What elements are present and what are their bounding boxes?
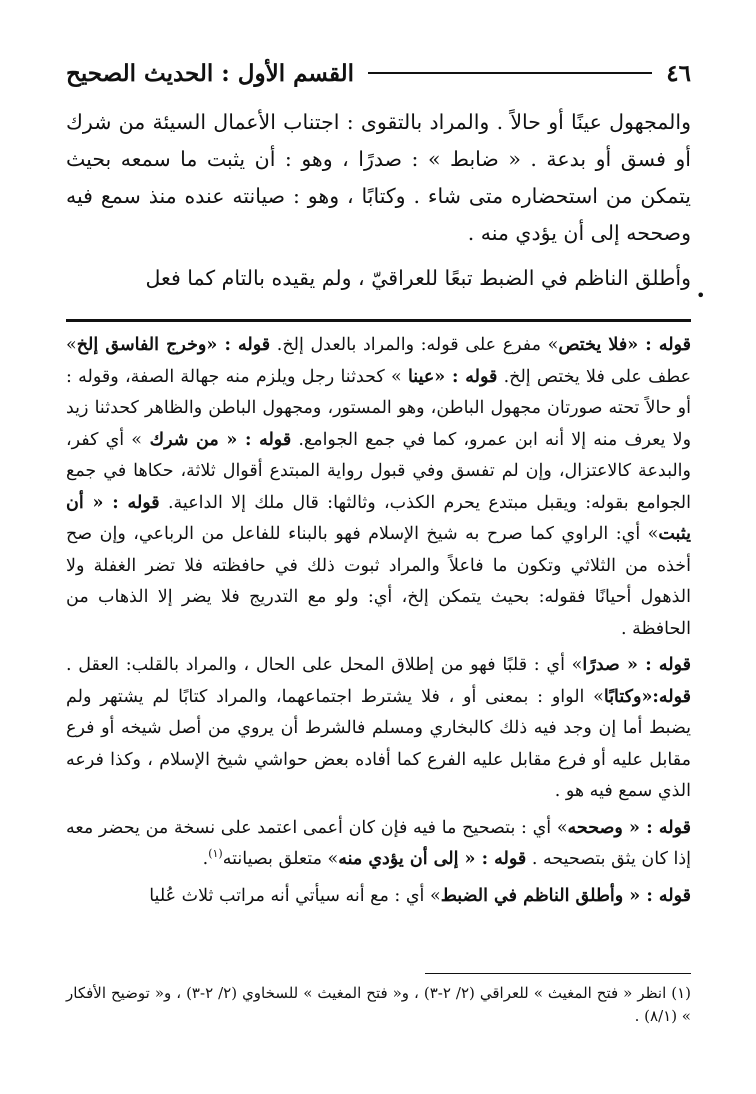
commentary-text: » أي : قلبًا فهو من إطلاق المحل على الحال ، والمراد بالقلب: العقل . xyxy=(66,655,583,675)
running-head xyxy=(66,58,691,88)
commentary-text: » أي : مع أنه سيأتي أنه مراتب ثلاث عُليا xyxy=(149,885,441,906)
commentary-lemma: قوله : « xyxy=(623,885,691,906)
commentary-lemma: قوله : « xyxy=(622,817,692,838)
commentary-lemma: وصححه xyxy=(567,817,623,838)
commentary-text: » أي: الراوي كما صرح به شيخ الإسلام فهو بالبناء للفاعل من الرباعي، وإن صح أخذه من الثلاثي وتكون ما فاعلاً والمراد ثبوت ذلك في حافظته فلا تضر الغفلة ولا الذهول أحيانًا فقوله: بحيث يتمكن إلخ، أي: ولو مع التدريج فلا يضر إلا الذهاب من الحافظة . xyxy=(66,524,691,639)
commentary xyxy=(66,330,691,912)
commentary-lemma: قوله : « xyxy=(92,492,160,513)
commentary-lemma: قوله:« xyxy=(641,686,691,707)
running-title: القسم الأول : الحديث الصحيح xyxy=(66,59,354,87)
commentary-lemma: فلا يختص xyxy=(558,335,628,355)
commentary-text: » أي : بتصحيح ما فيه فإن كان أعمى اعتمد على نسخة من يحضر معه إذا كان يثق بتصحيحه . xyxy=(66,817,691,869)
commentary-lemma: إلى أن يؤدي منه xyxy=(338,849,459,869)
commentary-text: » الواو : بمعنى أو ، فلا يشترط اجتماعهما، والمراد كتابًا لم يشتهر ولم يضبط أما إن وجد فيه ذلك كالبخاري ومسلم فالشرط أن يروي من أصل شيخه أو فرع مقابل عليه أو فرع مقابل عليه الفرع كما أفاده بعض حواشي شيخ الإسلام ، وكذا فرعه الذي سمع فيه هو . xyxy=(66,686,691,801)
footnote-rule xyxy=(425,973,691,974)
commentary-lemma: قوله : « xyxy=(434,366,498,387)
commentary-text: » كحدثنا رجل ويلزم منه جهالة الصفة، وقوله : أو حالاً تحته صورتان مجهول الباطن، وهو المستور، ومجهول الباطن والظاهر كحدثنا زيد ولا يعرف منه إلا أنه ابن عمرو، كما في جمع الجوامع. xyxy=(66,366,692,450)
commentary-paragraph xyxy=(66,650,691,808)
commentary-paragraph xyxy=(66,330,691,645)
main-paragraph: والمجهول عينًا أو حالاً . والمراد بالتقوى : اجتناب الأعمال السيئة من شرك أو فسق أو بدعة . « ضابط » : صدرًا ، وهو : أن يثبت ما سمعه بحيث يتمكن من استحضاره متى شاء . وكتابًا ، وهو : صيانته عنده منذ سمع فيه وصححه إلى أن يؤدي منه . xyxy=(66,110,691,245)
commentary-text: » مفرع على قوله: والمراد بالعدل إلخ. xyxy=(270,335,559,355)
commentary-lemma: قوله : « xyxy=(206,335,271,355)
commentary-lemma: قوله : « xyxy=(458,849,527,869)
main-paragraph: وأطلق الناظم في الضبط تبعًا للعراقيّ ، ولم يقيده بالتام كما فعل xyxy=(145,266,691,290)
margin-mark: • xyxy=(696,286,706,305)
page-number: ٤٦ xyxy=(666,59,691,87)
commentary-lemma: وكتابًا xyxy=(603,686,642,707)
commentary-lemma: من شرك xyxy=(142,429,227,450)
separator-rule xyxy=(66,319,691,322)
footnotes xyxy=(66,982,691,1028)
commentary-lemma: وأطلق الناظم في الضبط xyxy=(440,885,624,906)
commentary-lemma: قوله : « xyxy=(619,655,692,675)
commentary-text: » أي كفر، والبدعة كالاعتزال، وإن لم تفسق وفي قبول رواية المبتدع أقوال ثلاثة، حكاها في جمع الجوامع بقوله: ويقبل مبتدع يحرم الكذب، وثالثها: قال ملك إلا الداعية. xyxy=(66,429,692,513)
commentary-lemma: قوله : « xyxy=(226,429,292,450)
commentary-text: » متعلق بصيانته xyxy=(222,849,339,869)
commentary-lemma: أن يثبت xyxy=(66,492,691,544)
commentary-paragraph xyxy=(66,881,691,913)
commentary-text: » عطف على فلا يختص إلخ. xyxy=(66,335,692,387)
commentary-text: . xyxy=(202,849,209,869)
footnote: (١) انظر « فتح المغيث » للعراقي (٢/ ٢-٣) ، و« فتح المغيث » للسخاوي (٢/ ٢-٣) ، و« توضيح الأفكار » (٨/١) . xyxy=(66,984,692,1025)
commentary-lemma: قوله : « xyxy=(627,335,691,355)
commentary-lemma: وخرج الفاسق إلخ xyxy=(76,335,207,355)
main-text xyxy=(66,104,691,297)
commentary-lemma: عينا xyxy=(407,366,435,387)
commentary-paragraph xyxy=(66,813,691,876)
header-rule xyxy=(368,72,652,74)
footnote-reference[interactable]: (١) xyxy=(208,847,223,861)
commentary-lemma: صدرًا xyxy=(582,655,620,675)
